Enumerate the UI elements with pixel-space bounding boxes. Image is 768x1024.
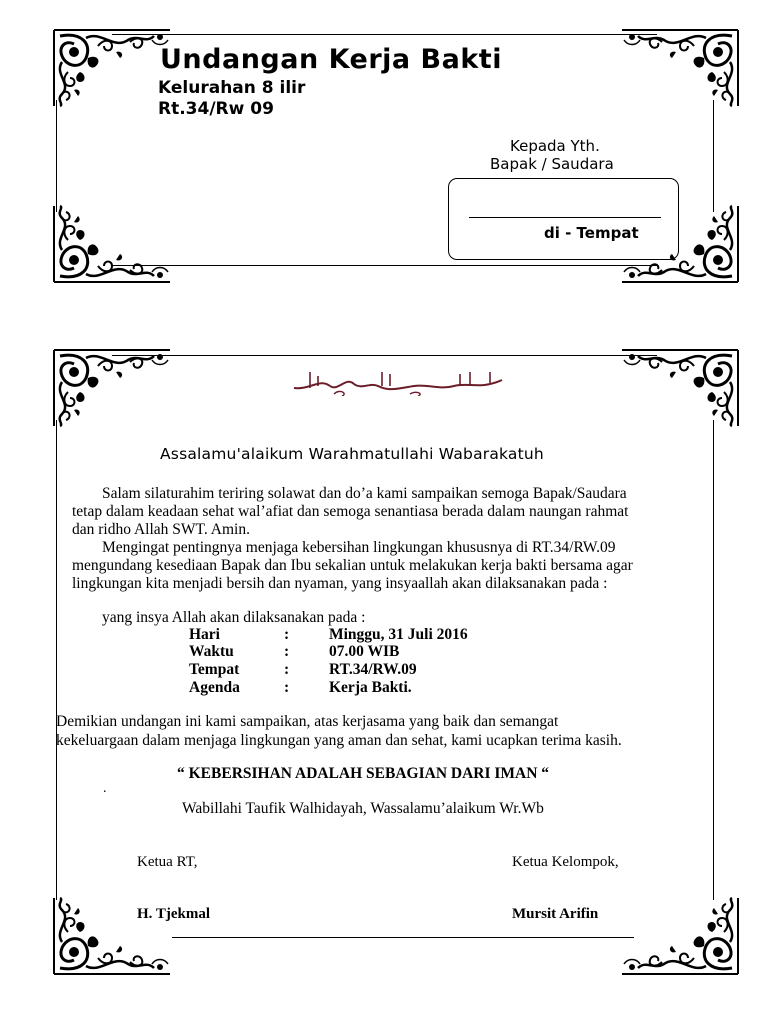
stray-dot: .	[103, 781, 107, 796]
closing-greeting: Wabillahi Taufik Walhidayah, Wassalamu’alaikum Wr.Wb	[182, 800, 544, 817]
kelurahan-label: Kelurahan 8 ilir	[158, 78, 306, 98]
ornament-corner-icon	[52, 28, 172, 108]
ornament-corner-icon	[52, 204, 172, 284]
cover-bottom-border	[112, 265, 657, 266]
letter-right-border	[713, 420, 714, 900]
address-line	[469, 217, 661, 218]
recipient-label: Bapak / Saudara	[490, 155, 614, 173]
detail-label: Tempat	[189, 661, 240, 678]
address-box	[448, 178, 679, 260]
cover-top-border	[112, 34, 657, 35]
paragraph-line: dan ridho Allah SWT. Amin.	[72, 521, 250, 538]
detail-value: Minggu, 31 Juli 2016	[329, 626, 468, 643]
rt-rw-label: Rt.34/Rw 09	[158, 99, 274, 119]
detail-value: 07.00 WIB	[329, 643, 400, 660]
letter-left-border	[56, 420, 57, 900]
ornament-corner-icon	[52, 348, 172, 428]
signature-right-name: Mursit Arifin	[512, 906, 599, 922]
signature-left-title: Ketua RT,	[137, 854, 198, 870]
signature-right-title: Ketua Kelompok,	[512, 854, 619, 870]
paragraph-line: tetap dalam keadaan sehat wal’afiat dan semoga senantiasa berada dalam naungan rahmat	[72, 503, 629, 520]
invitation-title: Undangan Kerja Bakti	[160, 44, 502, 75]
detail-separator: :	[284, 679, 290, 696]
closing-line: Demikian undangan ini kami sampaikan, atas kerjasama yang baik dan semangat	[56, 713, 559, 730]
di-tempat-label: di - Tempat	[544, 224, 639, 242]
detail-separator: :	[284, 626, 290, 643]
detail-label: Hari	[189, 626, 220, 643]
ornament-corner-icon	[620, 28, 740, 108]
letter-top-border	[112, 355, 657, 356]
paragraph-line: Salam silaturahim teriring solawat dan do’a kami sampaikan semoga Bapak/Saudara	[102, 485, 627, 502]
closing-line: kekeluargaan dalam menjaga lingkungan yang aman dan sehat, kami ucapkan terima kasih.	[56, 732, 622, 749]
bismillah-calligraphy-icon	[290, 368, 506, 396]
ornament-corner-icon	[620, 348, 740, 428]
cover-left-border	[56, 100, 57, 212]
paragraph-line: Mengingat pentingnya menjaga kebersihan lingkungan khususnya di RT.34/RW.09	[102, 539, 616, 556]
kepada-label: Kepada Yth.	[510, 137, 600, 155]
schedule-intro: yang insya Allah akan dilaksanakan pada :	[102, 609, 366, 626]
ornament-corner-icon	[620, 896, 740, 976]
letter-bottom-border	[172, 937, 634, 938]
signature-left-name: H. Tjekmal	[137, 906, 211, 922]
detail-label: Agenda	[189, 679, 240, 696]
motto: “ KEBERSIHAN ADALAH SEBAGIAN DARI IMAN “	[177, 765, 550, 782]
detail-separator: :	[284, 643, 290, 660]
detail-value: RT.34/RW.09	[329, 661, 417, 678]
greeting-heading: Assalamu'alaikum Warahmatullahi Wabarakatuh	[160, 445, 544, 463]
detail-value: Kerja Bakti.	[329, 679, 412, 696]
paragraph-line: mengundang kesediaan Bapak dan Ibu sekalian untuk melakukan kerja bakti bersama agar	[72, 557, 633, 574]
cover-right-border	[713, 100, 714, 212]
detail-label: Waktu	[189, 643, 234, 660]
paragraph-line: lingkungan kita menjadi bersih dan nyaman, yang insyaallah akan dilaksanakan pada :	[72, 575, 608, 592]
detail-separator: :	[284, 661, 290, 678]
